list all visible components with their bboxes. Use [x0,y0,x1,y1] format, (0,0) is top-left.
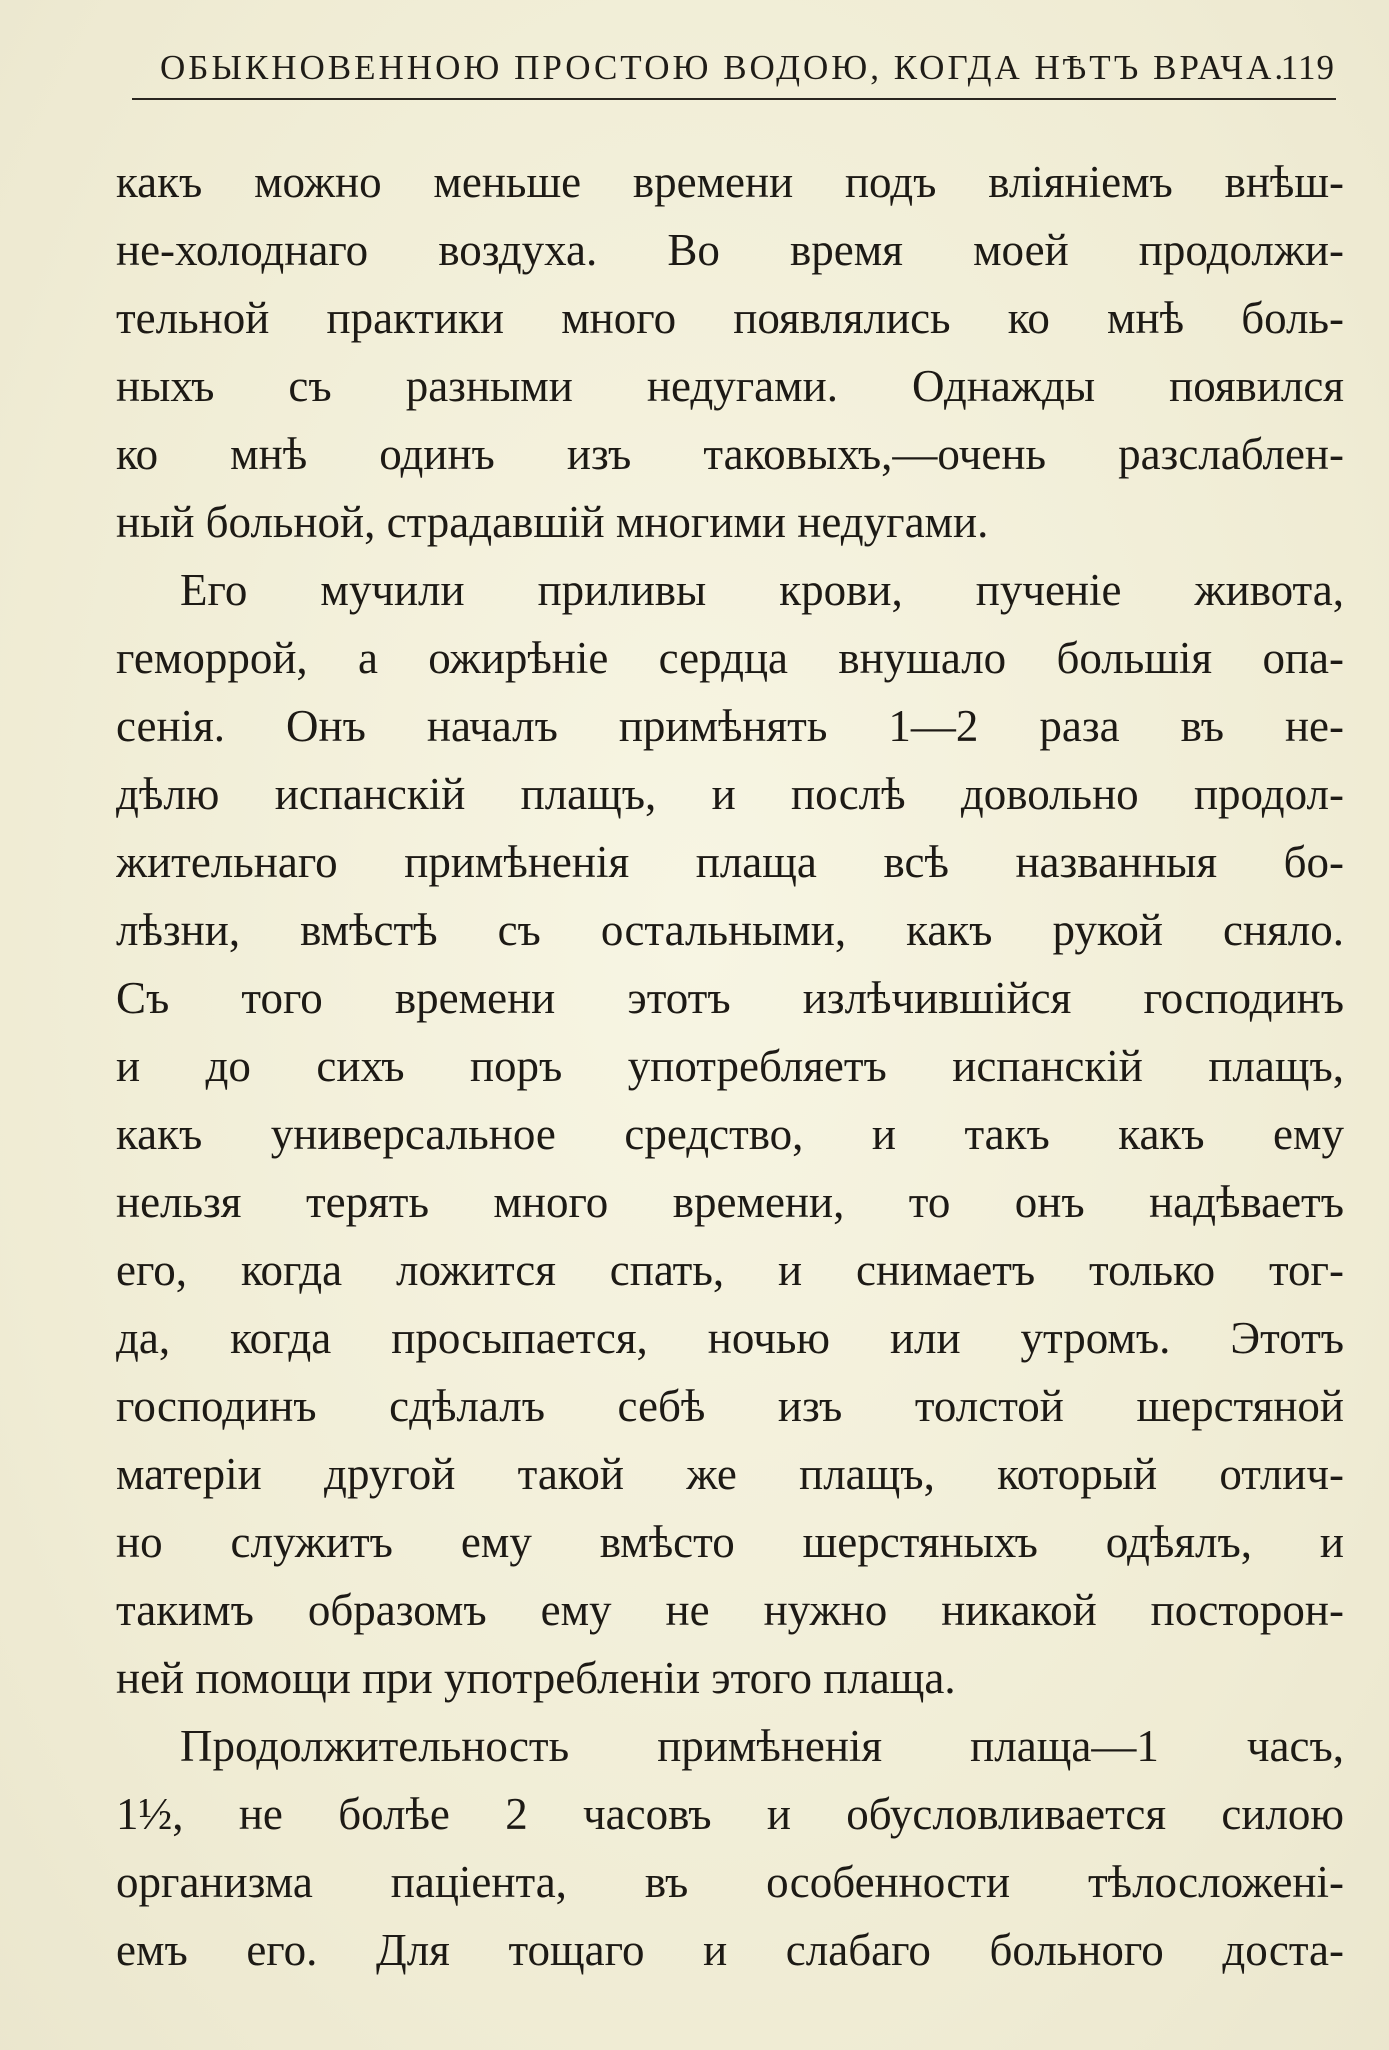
text-line: жительнаго примѣненія плаща всѣ названныя бо- [116,837,1344,887]
text-line: ныхъ съ разными недугами. Однажды появился [116,361,1344,411]
text-line: матеріи другой такой же плащъ, который отлич- [116,1449,1344,1499]
text-line: такимъ образомъ ему не нужно никакой посторон- [116,1585,1344,1635]
text-line: 1½, не болѣе 2 часовъ и обусловливается силою [116,1789,1344,1839]
text-line: но служитъ ему вмѣсто шерстяныхъ одѣялъ, и [116,1517,1344,1567]
text-line: какъ универсальное средство, и такъ какъ ему [116,1109,1344,1159]
body-text [116,148,1344,1984]
text-line: организма паціента, въ особенности тѣлосложені- [116,1857,1344,1907]
running-head [160,42,1335,94]
paragraph-1 [116,148,1344,556]
text-line: не-холоднаго воздуха. Во время моей продолжи- [116,225,1344,275]
text-line: Продолжительность примѣненія плаща—1 часъ, [180,1721,1344,1771]
text-line: какъ можно меньше времени подъ вліяніемъ внѣш- [116,157,1344,207]
text-line: сенія. Онъ началъ примѣнять 1—2 раза въ не- [116,701,1344,751]
text-line: лѣзни, вмѣстѣ съ остальными, какъ рукой сняло. [116,905,1344,955]
text-line: дѣлю испанскій плащъ, и послѣ довольно продол- [116,769,1344,819]
text-line: геморрой, а ожирѣніе сердца внушало большія опа- [116,633,1344,683]
text-line: его, когда ложится спать, и снимаетъ только тог- [116,1245,1344,1295]
text-line: емъ его. Для тощаго и слабаго больного доста- [116,1925,1344,1975]
text-line: да, когда просыпается, ночью или утромъ. Этотъ [116,1313,1344,1363]
page-number: 119 [1280,48,1335,87]
text-line: господинъ сдѣлалъ себѣ изъ толстой шерстяной [116,1381,1344,1431]
header-rule [132,98,1336,100]
text-line: Съ того времени этотъ излѣчившійся господинъ [116,973,1344,1023]
text-line: ко мнѣ одинъ изъ таковыхъ,—очень разслаблен- [116,429,1344,479]
text-line: ней помощи при употребленіи этого плаща. [116,1653,956,1703]
text-line: Его мучили приливы крови, пученіе живота, [180,565,1344,615]
text-line: нельзя терять много времени, то онъ надѣваетъ [116,1177,1344,1227]
text-line: ный больной, страдавшій многими недугами. [116,497,989,547]
paragraph-3 [116,1712,1344,1984]
running-head-title: ОБЫКНОВЕННОЮ ПРОСТОЮ ВОДОЮ, КОГДА НѢТЪ ВРАЧА. [160,48,1287,87]
paragraph-2 [116,556,1344,1712]
text-line: тельной практики много появлялись ко мнѣ боль- [116,293,1344,343]
text-line: и до сихъ поръ употребляетъ испанскій плащъ, [116,1041,1344,1091]
